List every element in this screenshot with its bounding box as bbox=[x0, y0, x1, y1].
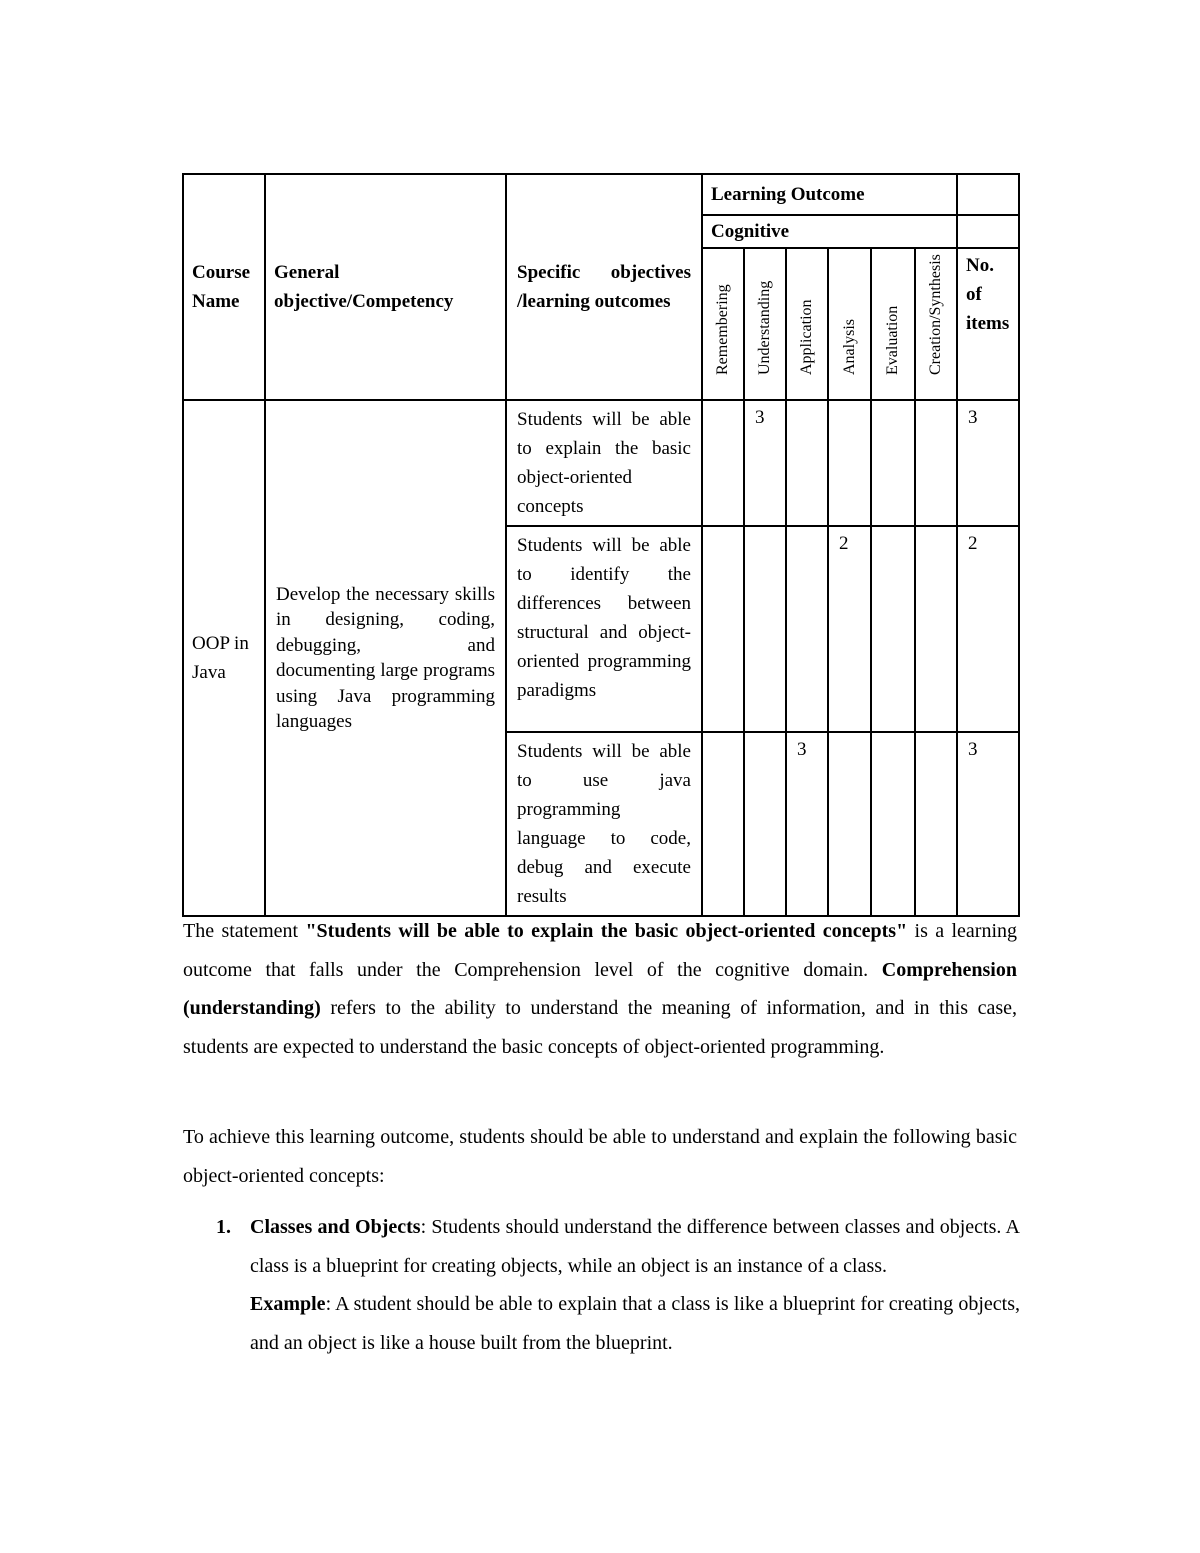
level-cell bbox=[744, 526, 786, 732]
header-level-application bbox=[786, 248, 828, 400]
level-cell bbox=[871, 400, 915, 526]
header-specific-objectives: Specific objectives /learning outcomes bbox=[506, 174, 702, 400]
level-cell bbox=[871, 526, 915, 732]
para-bold-term: Comprehension (understanding) bbox=[183, 958, 1017, 1019]
items-cell: 3 bbox=[957, 732, 1019, 916]
items-cell: 2 bbox=[957, 526, 1019, 732]
learning-outcome-table bbox=[182, 173, 1020, 917]
level-cell bbox=[702, 526, 744, 732]
items-cell: 3 bbox=[957, 400, 1019, 526]
list-body bbox=[250, 1208, 1020, 1362]
level-cell bbox=[786, 526, 828, 732]
para-text: is a learning outcome that falls under the Comprehension level of the cognitive domain. bbox=[183, 920, 1017, 981]
level-label: Application bbox=[798, 299, 815, 375]
level-cell: 3 bbox=[744, 400, 786, 526]
level-cell bbox=[915, 732, 957, 916]
specific-objective-cell: Students will be able to use java programming language to code, debug and execute results bbox=[506, 732, 702, 916]
specific-objective-cell: Students will be able to explain the basic object-oriented concepts bbox=[506, 400, 702, 526]
level-cell: 2 bbox=[828, 526, 871, 732]
level-cell bbox=[702, 732, 744, 916]
header-general-objective: General objective/Competency bbox=[265, 174, 506, 400]
header-level-understanding bbox=[744, 248, 786, 400]
list-number: 1. bbox=[216, 1216, 231, 1238]
example-text: : A student should be able to explain that a class is like a blueprint for creating objects, and an object is like a house built from the blueprint. bbox=[250, 1293, 1020, 1354]
header-empty-cell bbox=[957, 174, 1019, 215]
header-level-creation bbox=[915, 248, 957, 400]
example-label: Example bbox=[250, 1293, 326, 1315]
level-label: Remembering bbox=[714, 284, 731, 375]
header-learning-outcome: Learning Outcome bbox=[702, 174, 957, 215]
level-cell bbox=[702, 400, 744, 526]
level-cell bbox=[915, 526, 957, 732]
level-cell bbox=[915, 400, 957, 526]
explanation-paragraph bbox=[183, 912, 1017, 1066]
level-label: Understanding bbox=[756, 280, 773, 375]
specific-objective-cell: Students will be able to identify the differences between structural and object-oriented programming paradigms bbox=[506, 526, 702, 732]
level-cell bbox=[786, 400, 828, 526]
course-name-cell: OOP in Java bbox=[183, 400, 265, 916]
header-cognitive: Cognitive bbox=[702, 215, 957, 248]
level-cell bbox=[871, 732, 915, 916]
para-text: refers to the ability to understand the meaning of information, and in this case, students are expected to understand the basic concepts of object-oriented programming. bbox=[183, 997, 1017, 1058]
level-cell bbox=[828, 400, 871, 526]
header-level-evaluation bbox=[871, 248, 915, 400]
header-course-name: Course Name bbox=[183, 174, 265, 400]
header-empty-cell bbox=[957, 215, 1019, 248]
list-title: Classes and Objects bbox=[250, 1216, 421, 1238]
list-text: : Students should understand the difference between classes and objects. A class is a blueprint for creating objects, while an object is an instance of a class. bbox=[250, 1216, 1020, 1277]
list-item bbox=[216, 1208, 1020, 1362]
general-objective-cell: Develop the necessary skills in designing, coding, debugging, and documenting large programs using Java programming languages bbox=[265, 400, 506, 916]
header-level-remembering bbox=[702, 248, 744, 400]
para-text: The statement bbox=[183, 920, 306, 942]
intro-paragraph: To achieve this learning outcome, students should be able to understand and explain the following basic object-oriented concepts: bbox=[183, 1126, 1017, 1187]
level-cell bbox=[744, 732, 786, 916]
level-cell: 3 bbox=[786, 732, 828, 916]
level-label: Evaluation bbox=[884, 305, 901, 375]
header-no-of-items: No. of items bbox=[957, 248, 1019, 400]
level-label: Analysis bbox=[840, 319, 858, 375]
level-label: Creation/Synthesis bbox=[927, 254, 944, 375]
level-cell bbox=[828, 732, 871, 916]
header-level-analysis bbox=[828, 248, 871, 400]
para-bold-quote: "Students will be able to explain the basic object-oriented concepts" bbox=[305, 920, 908, 942]
